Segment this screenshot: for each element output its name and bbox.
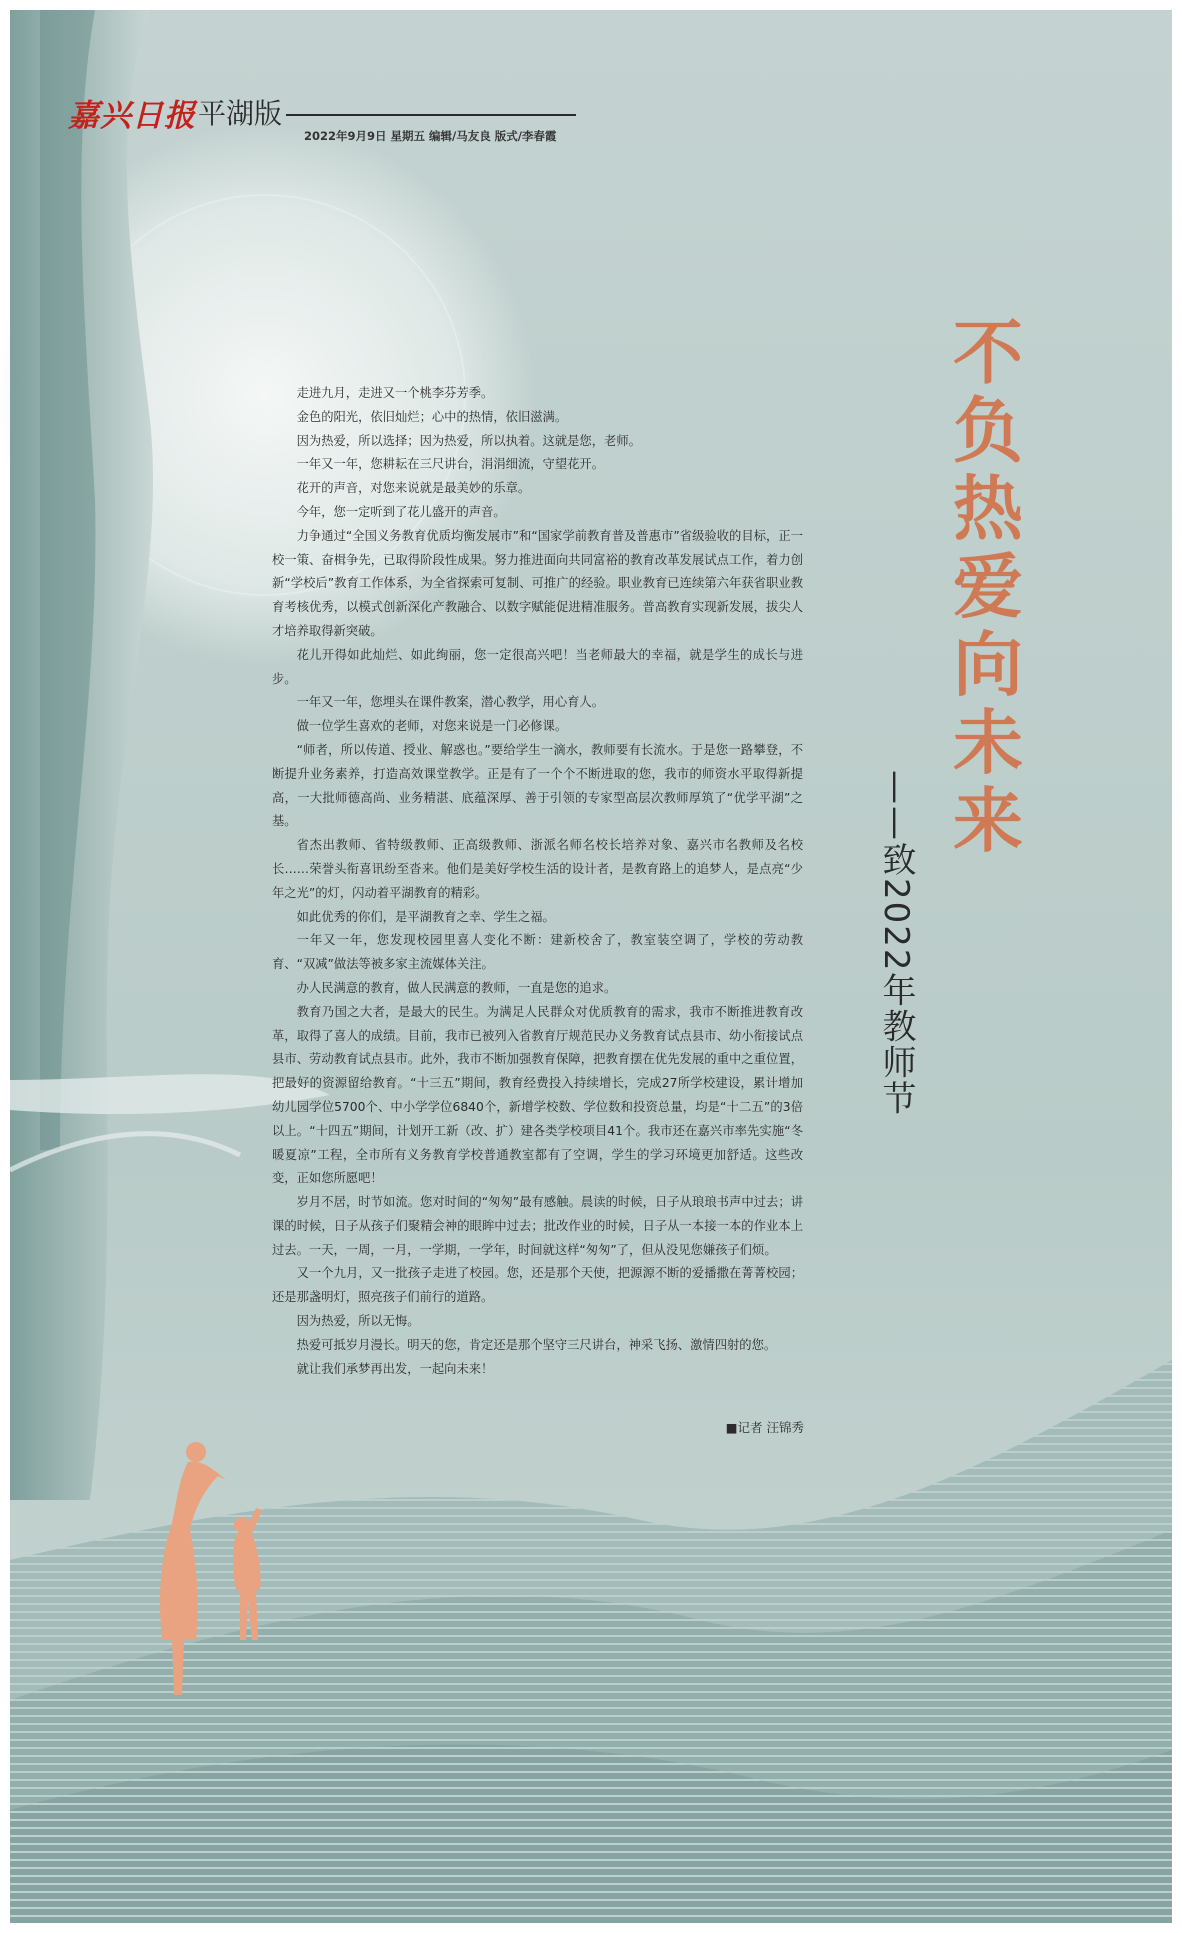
article-paragraph: 因为热爱，所以选择；因为热爱，所以执着。这就是您，老师。: [296, 433, 641, 448]
article-paragraph: 又一个九月，又一批孩子走进了校园。您，还是那个天使，把源源不断的爱播撒在菁菁校园；还是那盏明灯，照亮孩子们前行的道路。: [272, 1266, 803, 1305]
byline: ■记者 汪锦秀: [725, 1420, 804, 1435]
title-char: 爱: [953, 545, 1023, 628]
title-char: 向: [953, 623, 1023, 706]
masthead-divider: [286, 114, 576, 116]
article-paragraph: 岁月不居，时节如流。您对时间的“匆匆”最有感触。晨读的时候，日子从琅琅书声中过去；讲课的时候，日子从孩子们聚精会神的眼眸中过去；批改作业的时候，日子从一本接一本的作业本上过去。一天，一周，一月，一学期，一学年，时间就这样“匆匆”了，但从没见您嫌孩子们烦。: [272, 1195, 803, 1257]
page-subtitle: ——致2022年教师节: [876, 770, 916, 1117]
article-paragraph: 因为热爱，所以无悔。: [296, 1314, 420, 1329]
article-paragraph: 如此优秀的你们，是平湖教育之幸、学生之福。: [296, 909, 555, 924]
article-paragraph: 力争通过“全国义务教育优质均衡发展市”和“国家学前教育普及普惠市”省级验收的目标，正一校一策、奋楫争先，已取得阶段性成果。努力推进面向共同富裕的教育改革发展试点工作，着力创新“学校后”教育工作体系，为全省探索可复制、可推广的经验。职业教育已连续第六年获省职业教育考核优秀，以模式创新深化产教融合、以数字赋能促进精准服务。普高教育实现新发展，拔尖人才培养取得新突破。: [272, 528, 803, 638]
article-paragraph: “师者，所以传道、授业、解惑也。”要给学生一滴水，教师要有长流水。于是您一路攀登，不断提升业务素养，打造高效课堂教学。正是有了一个个不断进取的您，我市的师资水平取得新提高，一大批师德高尚、业务精湛、底蕴深厚、善于引领的专家型高层次教师厚筑了“优学平湖”之基。: [272, 742, 803, 829]
article-paragraph: 就让我们承梦再出发，一起向未来！: [296, 1361, 494, 1376]
article-paragraph: 省杰出教师、省特级教师、正高级教师、浙派名师名校长培养对象、嘉兴市名教师及名校长……荣誉头衔喜讯纷至沓来。他们是美好学校生活的设计者，是教育路上的追梦人，是点亮“少年之光”的灯，闪动着平湖教育的精彩。: [272, 838, 803, 900]
edition-label: 平湖版: [198, 97, 283, 130]
article-paragraph: 热爱可抵岁月漫长。明天的您，肯定还是那个坚守三尺讲台，神采飞扬、激情四射的您。: [296, 1337, 777, 1352]
newspaper-logo: 嘉兴日报: [68, 98, 196, 134]
article-paragraph: 一年又一年，您发现校园里喜人变化不断：建新校舍了，教室装空调了，学校的劳动教育、“双减”做法等被多家主流媒体关注。: [272, 933, 803, 972]
article-paragraph: 金色的阳光，依旧灿烂；心中的热情，依旧滋满。: [296, 409, 568, 424]
page-title: [948, 311, 1028, 862]
article-paragraph: 花开的声音，对您来说就是最美妙的乐章。: [296, 481, 531, 496]
article-paragraph: 教育乃国之大者，是最大的民生。为满足人民群众对优质教育的需求，我市不断推进教育改革，取得了喜人的成绩。目前，我市已被列入省教育厅规范民办义务教育试点县市、幼小衔接试点县市、劳动教育试点县市。此外，我市不断加强教育保障，把教育摆在优先发展的重中之重位置，把最好的资源留给教育。“十三五”期间，教育经费投入持续增长，完成27所学校建设，累计增加幼儿园学位5700个、中小学学位6840个，新增学校数、学位数和投资总量，均是“十二五”的3倍以上。“十四五”期间，计划开工新（改、扩）建各类学校项目41个。我市还在嘉兴市率先实施“冬暖夏凉”工程，全市所有义务教育学校普通教室都有了空调，学生的学习环境更加舒适。这些改变，正如您所愿吧！: [272, 1004, 803, 1186]
article-paragraph: 花儿开得如此灿烂、如此绚丽，您一定很高兴吧！当老师最大的幸福，就是学生的成长与进步。: [272, 647, 803, 686]
teacher-head: [186, 1442, 206, 1462]
article-paragraph: 今年，您一定听到了花儿盛开的声音。: [296, 504, 506, 519]
article-paragraph: 走进九月，走进又一个桃李芬芳季。: [296, 386, 494, 400]
article-paragraph: 一年又一年，您耕耘在三尺讲台，涓涓细流，守望花开。: [296, 457, 605, 472]
issue-info: 2022年9月9日 星期五 编辑/马友良 版式/李春霞: [304, 129, 557, 143]
article-paragraph: 办人民满意的教育，做人民满意的教师，一直是您的追求。: [296, 980, 617, 995]
title-char: 来: [953, 779, 1023, 862]
title-char: 热: [953, 467, 1023, 550]
article-body: [272, 382, 803, 1381]
title-char: 不: [953, 311, 1023, 394]
title-char: 未: [953, 701, 1023, 784]
title-char: 负: [953, 389, 1023, 472]
article-paragraph: 做一位学生喜欢的老师，对您来说是一门必修课。: [296, 719, 568, 734]
article-paragraph: 一年又一年，您埋头在课件教案，潜心教学，用心育人。: [296, 695, 605, 710]
